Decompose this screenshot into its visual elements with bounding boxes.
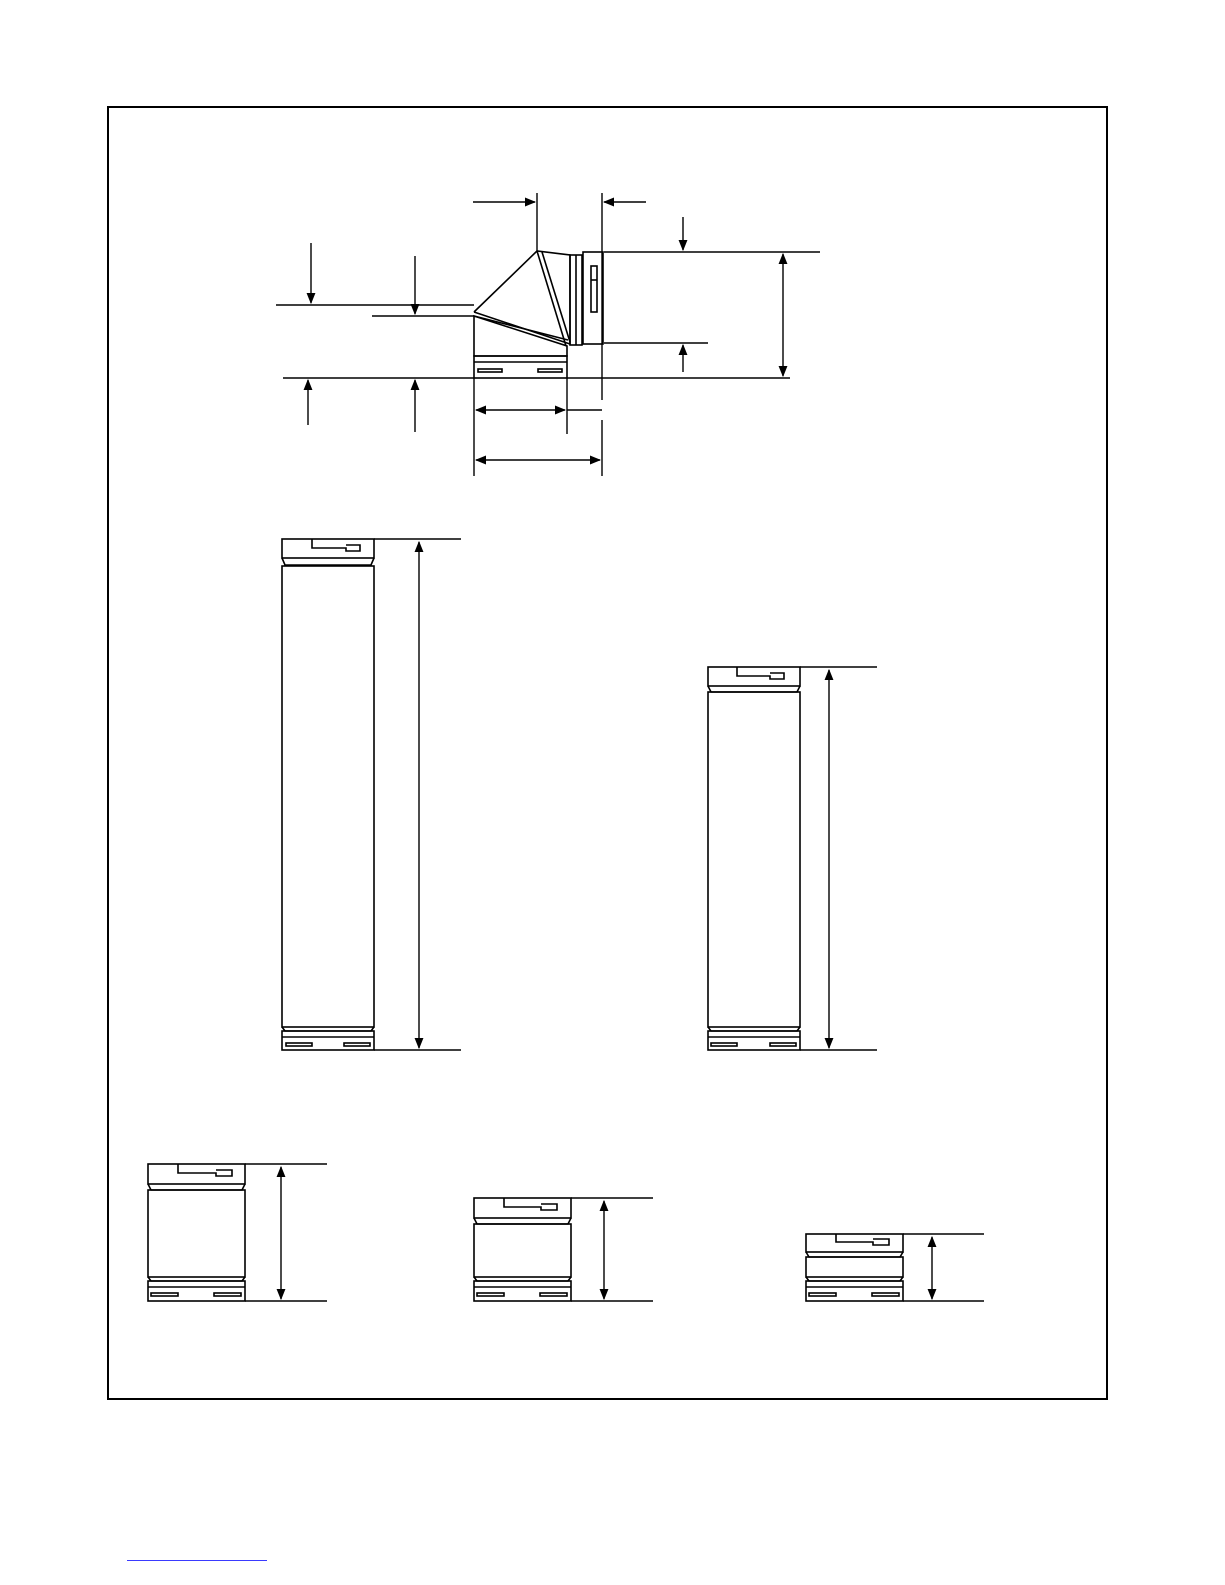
medium-pipe bbox=[708, 667, 800, 1050]
elbow-side-slot bbox=[591, 266, 597, 312]
elbow-bottom-collar bbox=[474, 356, 567, 378]
medium-pipe-dimension bbox=[800, 667, 877, 1050]
elbow-fitting bbox=[474, 251, 603, 378]
long-pipe bbox=[282, 539, 374, 1050]
long-pipe-dimension bbox=[374, 539, 461, 1050]
short-pipe-2-dimension bbox=[571, 1198, 653, 1301]
short-pipe-3-dimension bbox=[903, 1234, 984, 1301]
footer-rule bbox=[127, 1560, 267, 1561]
short-pipe-1 bbox=[148, 1164, 245, 1301]
long-pipe-body bbox=[282, 566, 374, 1027]
elbow-slot-left bbox=[478, 369, 502, 372]
short-pipe-2 bbox=[474, 1198, 571, 1301]
short-pipe-1-dimension bbox=[245, 1164, 327, 1301]
short-pipe-3 bbox=[806, 1234, 903, 1301]
elbow-slot-right bbox=[538, 369, 562, 372]
drawing-frame bbox=[108, 107, 1107, 1399]
medium-pipe-body bbox=[708, 692, 800, 1027]
